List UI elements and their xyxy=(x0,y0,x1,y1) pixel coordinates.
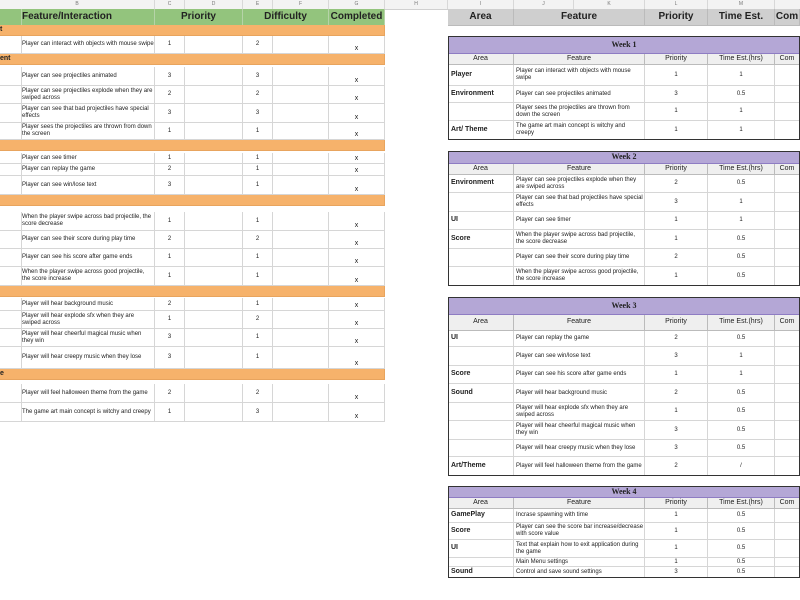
blank-cell[interactable] xyxy=(273,123,329,140)
blank-cell[interactable] xyxy=(185,267,243,286)
completed-cell[interactable]: x xyxy=(329,298,385,311)
area-cell[interactable]: Player xyxy=(448,65,514,86)
feature-cell[interactable]: Player can interact with objects with mouse swipe xyxy=(514,65,645,86)
blank-cell[interactable] xyxy=(185,67,243,86)
completed-cell[interactable]: x xyxy=(329,176,385,195)
week-title[interactable]: Week 2 xyxy=(448,151,800,164)
area-cell[interactable]: Score xyxy=(448,230,514,249)
difficulty-cell[interactable]: 2 xyxy=(243,384,273,403)
week-subheader-area[interactable]: Area xyxy=(448,164,514,175)
priority-cell[interactable]: 3 xyxy=(155,104,185,123)
priority-cell[interactable]: 1 xyxy=(155,267,185,286)
completed-cell[interactable]: x xyxy=(329,347,385,369)
feature-cell[interactable]: Player will hear cheerful magical music when they win xyxy=(22,329,155,347)
blank-cell[interactable] xyxy=(185,164,243,176)
blank-cell[interactable] xyxy=(273,67,329,86)
priority-cell[interactable]: 2 xyxy=(645,384,708,403)
time-cell[interactable]: 1 xyxy=(708,65,775,86)
row-gutter[interactable] xyxy=(0,384,22,403)
priority-cell[interactable]: 3 xyxy=(645,440,708,457)
right-header-time[interactable]: Time Est. xyxy=(708,9,775,26)
row-gutter[interactable] xyxy=(0,298,22,311)
week-subheader-completed[interactable]: Com xyxy=(775,164,800,175)
priority-cell[interactable]: 1 xyxy=(155,36,185,54)
priority-cell[interactable]: 3 xyxy=(645,567,708,578)
header-completed[interactable]: Completed xyxy=(329,9,385,26)
feature-cell[interactable]: Control and save sound settings xyxy=(514,567,645,578)
area-cell[interactable]: Art/Theme xyxy=(448,457,514,476)
week-table-border xyxy=(448,36,800,140)
difficulty-cell[interactable]: 1 xyxy=(243,123,273,140)
feature-cell[interactable]: Player will feel halloween theme from the game xyxy=(22,384,155,403)
column-letter[interactable]: F xyxy=(273,0,329,9)
feature-cell[interactable]: Player can see projectiles animated xyxy=(514,86,645,103)
priority-cell[interactable]: 1 xyxy=(155,153,185,164)
blank-cell[interactable] xyxy=(185,86,243,104)
blank-cell[interactable] xyxy=(273,36,329,54)
difficulty-cell[interactable]: 1 xyxy=(243,267,273,286)
area-cell[interactable]: Environment xyxy=(448,175,514,193)
feature-cell[interactable]: Player can interact with objects with mouse swipe xyxy=(22,36,155,54)
row-gutter[interactable] xyxy=(0,104,22,123)
blank-cell[interactable] xyxy=(273,403,329,422)
time-cell[interactable]: 1 xyxy=(708,366,775,384)
priority-cell[interactable]: 3 xyxy=(645,86,708,103)
blank-cell[interactable] xyxy=(273,298,329,311)
priority-cell[interactable]: 3 xyxy=(155,329,185,347)
time-cell[interactable]: / xyxy=(708,457,775,476)
section-band[interactable] xyxy=(0,195,385,206)
blank-cell[interactable] xyxy=(185,329,243,347)
blank-cell[interactable] xyxy=(273,176,329,195)
difficulty-cell[interactable]: 1 xyxy=(243,153,273,164)
difficulty-cell[interactable]: 1 xyxy=(243,164,273,176)
area-cell[interactable]: Sound xyxy=(448,567,514,578)
completed-cell[interactable]: x xyxy=(329,403,385,422)
feature-cell[interactable]: Player can see that bad projectiles have special effects xyxy=(22,104,155,123)
feature-cell[interactable]: When the player swipe across bad projectile, the score decrease xyxy=(514,230,645,249)
priority-cell[interactable]: 1 xyxy=(645,65,708,86)
feature-cell[interactable]: Main Menu settings xyxy=(514,558,645,567)
completed-cell[interactable]: x xyxy=(329,212,385,231)
priority-cell[interactable]: 3 xyxy=(645,193,708,212)
time-cell[interactable]: 1 xyxy=(708,103,775,121)
feature-cell[interactable]: Player can see that bad projectiles have special effects xyxy=(514,193,645,212)
row-gutter[interactable] xyxy=(0,153,22,164)
section-band[interactable] xyxy=(0,140,385,151)
priority-cell[interactable]: 1 xyxy=(645,558,708,567)
completed-cell[interactable]: x xyxy=(329,329,385,347)
completed-cell[interactable]: x xyxy=(329,86,385,104)
feature-cell[interactable]: Player can see projectiles animated xyxy=(22,67,155,86)
column-letter[interactable]: M xyxy=(708,0,775,9)
blank-cell[interactable] xyxy=(185,347,243,369)
priority-cell[interactable]: 1 xyxy=(645,523,708,540)
header-feature[interactable]: Feature/Interaction xyxy=(22,9,155,26)
blank-cell[interactable] xyxy=(185,153,243,164)
feature-cell[interactable]: Player will hear background music xyxy=(22,298,155,311)
blank-cell[interactable] xyxy=(185,403,243,422)
priority-cell[interactable]: 2 xyxy=(155,231,185,249)
right-header-completed[interactable]: Com xyxy=(775,9,800,26)
area-cell[interactable]: UI xyxy=(448,331,514,347)
section-band[interactable]: ent xyxy=(0,54,385,65)
blank-cell[interactable] xyxy=(273,311,329,329)
week-subheader-area[interactable]: Area xyxy=(448,54,514,65)
area-cell[interactable]: UI xyxy=(448,540,514,558)
area-cell[interactable]: GamePlay xyxy=(448,509,514,523)
feature-cell[interactable]: Player sees the projectiles are thrown from down the screen xyxy=(22,123,155,140)
feature-cell[interactable]: When the player swipe across good projectile, the score increase xyxy=(22,267,155,286)
difficulty-cell[interactable]: 1 xyxy=(243,176,273,195)
week-subheader-feature[interactable]: Feature xyxy=(514,54,645,65)
difficulty-cell[interactable]: 3 xyxy=(243,67,273,86)
week-title[interactable]: Week 1 xyxy=(448,36,800,54)
completed-cell[interactable]: x xyxy=(329,123,385,140)
blank-cell[interactable] xyxy=(185,249,243,267)
blank-cell[interactable] xyxy=(273,153,329,164)
priority-cell[interactable]: 1 xyxy=(155,123,185,140)
section-band[interactable] xyxy=(0,286,385,297)
blank-cell[interactable] xyxy=(185,311,243,329)
feature-cell[interactable]: Player can see his score after game ends xyxy=(22,249,155,267)
week-table-border xyxy=(448,151,800,286)
row-gutter[interactable] xyxy=(0,36,22,54)
row-gutter[interactable] xyxy=(0,164,22,176)
row-gutter[interactable] xyxy=(0,329,22,347)
blank-cell[interactable] xyxy=(273,249,329,267)
week-subheader-priority[interactable]: Priority xyxy=(645,54,708,65)
priority-cell[interactable]: 3 xyxy=(155,176,185,195)
week-subheader-completed[interactable]: Com xyxy=(775,498,800,509)
feature-cell[interactable]: Incrase spawning with time xyxy=(514,509,645,523)
feature-cell[interactable]: Player can see timer xyxy=(22,153,155,164)
header-blank[interactable] xyxy=(0,9,22,26)
difficulty-cell[interactable]: 1 xyxy=(243,212,273,231)
completed-cell[interactable]: x xyxy=(329,36,385,54)
time-cell[interactable]: 0.5 xyxy=(708,509,775,523)
column-letter[interactable]: L xyxy=(645,0,708,9)
blank-cell[interactable] xyxy=(273,347,329,369)
feature-cell[interactable]: Player can replay the game xyxy=(514,331,645,347)
priority-cell[interactable]: 1 xyxy=(155,212,185,231)
blank-cell[interactable] xyxy=(273,104,329,123)
time-cell[interactable]: 0.5 xyxy=(708,249,775,267)
time-cell[interactable]: 0.5 xyxy=(708,175,775,193)
time-cell[interactable]: 0.5 xyxy=(708,267,775,286)
completed-cell[interactable]: x xyxy=(329,249,385,267)
completed-cell[interactable]: x xyxy=(329,231,385,249)
week-subheader-time[interactable]: Time Est.(hrs) xyxy=(708,315,775,331)
priority-cell[interactable]: 1 xyxy=(645,230,708,249)
row-gutter[interactable] xyxy=(0,123,22,140)
week-subheader-feature[interactable]: Feature xyxy=(514,164,645,175)
priority-cell[interactable]: 3 xyxy=(155,347,185,369)
feature-cell[interactable]: Text that explain how to exit application during the game xyxy=(514,540,645,558)
blank-cell[interactable] xyxy=(273,267,329,286)
completed-cell[interactable]: x xyxy=(329,311,385,329)
area-cell[interactable]: Art/ Theme xyxy=(448,121,514,140)
area-cell[interactable]: Score xyxy=(448,366,514,384)
week-subheader-feature[interactable]: Feature xyxy=(514,315,645,331)
priority-cell[interactable]: 1 xyxy=(645,403,708,421)
blank-cell[interactable] xyxy=(185,104,243,123)
blank-cell[interactable] xyxy=(185,176,243,195)
blank-cell[interactable] xyxy=(273,329,329,347)
difficulty-cell[interactable]: 1 xyxy=(243,249,273,267)
completed-cell[interactable]: x xyxy=(329,164,385,176)
row-gutter[interactable] xyxy=(0,212,22,231)
column-letter[interactable]: E xyxy=(243,0,273,9)
week-subheader-priority[interactable]: Priority xyxy=(645,498,708,509)
week-subheader-priority[interactable]: Priority xyxy=(645,315,708,331)
feature-cell[interactable]: Player can see the score bar increase/decrease with score value xyxy=(514,523,645,540)
column-letter[interactable]: J xyxy=(514,0,574,9)
section-band[interactable]: t xyxy=(0,25,385,36)
section-band[interactable]: e xyxy=(0,369,385,380)
feature-cell[interactable]: Player can see win/lose text xyxy=(22,176,155,195)
priority-cell[interactable]: 1 xyxy=(155,403,185,422)
row-gutter[interactable] xyxy=(0,67,22,86)
blank-cell[interactable] xyxy=(185,36,243,54)
feature-cell[interactable]: Player will hear cheerful magical music when they win xyxy=(514,421,645,440)
week-subheader-area[interactable]: Area xyxy=(448,498,514,509)
priority-cell[interactable]: 3 xyxy=(155,67,185,86)
week-title[interactable]: Week 4 xyxy=(448,486,800,498)
priority-cell[interactable]: 2 xyxy=(155,164,185,176)
time-cell[interactable]: 1 xyxy=(708,212,775,230)
feature-cell[interactable]: The game art main concept is witchy and creepy xyxy=(514,121,645,140)
week-subheader-time[interactable]: Time Est.(hrs) xyxy=(708,164,775,175)
feature-cell[interactable]: Player can see their score during play time xyxy=(514,249,645,267)
difficulty-cell[interactable]: 1 xyxy=(243,347,273,369)
feature-cell[interactable]: Player can see win/lose text xyxy=(514,347,645,366)
week-subheader-feature[interactable]: Feature xyxy=(514,498,645,509)
priority-cell[interactable]: 3 xyxy=(645,347,708,366)
time-cell[interactable]: 0.5 xyxy=(708,86,775,103)
difficulty-cell[interactable]: 1 xyxy=(243,329,273,347)
row-gutter[interactable] xyxy=(0,403,22,422)
feature-cell[interactable]: Player can replay the game xyxy=(22,164,155,176)
column-letter[interactable]: I xyxy=(448,0,514,9)
time-cell[interactable]: 1 xyxy=(708,193,775,212)
priority-cell[interactable]: 2 xyxy=(645,331,708,347)
difficulty-cell[interactable]: 3 xyxy=(243,403,273,422)
completed-cell[interactable]: x xyxy=(329,104,385,123)
area-cell[interactable]: Sound xyxy=(448,384,514,403)
column-letter[interactable]: C xyxy=(155,0,185,9)
feature-cell[interactable]: Player will hear creepy music when they lose xyxy=(514,440,645,457)
feature-cell[interactable]: Player will feel halloween theme from the game xyxy=(514,457,645,476)
blank-cell[interactable] xyxy=(273,164,329,176)
right-header-priority[interactable]: Priority xyxy=(645,9,708,26)
blank-cell[interactable] xyxy=(185,298,243,311)
difficulty-cell[interactable]: 2 xyxy=(243,36,273,54)
feature-cell[interactable]: When the player swipe across good projectile, the score increase xyxy=(514,267,645,286)
row-gutter[interactable] xyxy=(0,86,22,104)
time-cell[interactable]: 0.5 xyxy=(708,567,775,578)
completed-cell[interactable]: x xyxy=(329,267,385,286)
priority-cell[interactable]: 1 xyxy=(155,249,185,267)
time-cell[interactable]: 0.5 xyxy=(708,421,775,440)
row-gutter[interactable] xyxy=(0,249,22,267)
difficulty-cell[interactable]: 2 xyxy=(243,231,273,249)
time-cell[interactable]: 0.5 xyxy=(708,403,775,421)
time-cell[interactable]: 0.5 xyxy=(708,230,775,249)
row-gutter[interactable] xyxy=(0,311,22,329)
area-cell[interactable]: Environment xyxy=(448,86,514,103)
feature-cell[interactable]: Player can see projectiles explode when they are swiped across xyxy=(514,175,645,193)
completed-cell[interactable]: x xyxy=(329,67,385,86)
header-priority[interactable]: Priority xyxy=(155,9,243,26)
priority-cell[interactable]: 1 xyxy=(645,509,708,523)
priority-cell[interactable]: 1 xyxy=(645,212,708,230)
right-header-feature[interactable]: Feature xyxy=(514,9,645,26)
blank-cell[interactable] xyxy=(185,231,243,249)
difficulty-cell[interactable]: 1 xyxy=(243,298,273,311)
time-cell[interactable]: 0.5 xyxy=(708,540,775,558)
feature-cell[interactable]: The game art main concept is witchy and creepy xyxy=(22,403,155,422)
feature-cell[interactable]: Player will hear background music xyxy=(514,384,645,403)
feature-cell[interactable]: Player will hear explode sfx when they are swiped across xyxy=(514,403,645,421)
blank-cell[interactable] xyxy=(273,231,329,249)
priority-cell[interactable]: 2 xyxy=(155,384,185,403)
blank-cell[interactable] xyxy=(273,212,329,231)
column-letter[interactable]: K xyxy=(574,0,645,9)
column-letter[interactable]: D xyxy=(185,0,243,9)
week-table-border xyxy=(448,297,800,476)
row-gutter[interactable] xyxy=(0,347,22,369)
row-gutter[interactable] xyxy=(0,176,22,195)
feature-cell[interactable]: Player will hear creepy music when they lose xyxy=(22,347,155,369)
week-subheader-completed[interactable]: Com xyxy=(775,54,800,65)
week-subheader-area[interactable]: Area xyxy=(448,315,514,331)
feature-cell[interactable]: Player can see his score after game ends xyxy=(514,366,645,384)
feature-cell[interactable]: Player will hear explode sfx when they are swiped across xyxy=(22,311,155,329)
column-letter[interactable]: G xyxy=(329,0,385,9)
week-subheader-time[interactable]: Time Est.(hrs) xyxy=(708,54,775,65)
area-cell[interactable]: Score xyxy=(448,523,514,540)
row-gutter[interactable] xyxy=(0,231,22,249)
time-cell[interactable]: 1 xyxy=(708,347,775,366)
time-cell[interactable]: 1 xyxy=(708,121,775,140)
time-cell[interactable]: 0.5 xyxy=(708,384,775,403)
priority-cell[interactable]: 2 xyxy=(155,298,185,311)
completed-cell[interactable]: x xyxy=(329,384,385,403)
priority-cell[interactable]: 3 xyxy=(645,421,708,440)
feature-cell[interactable]: Player can see their score during play time xyxy=(22,231,155,249)
priority-cell[interactable]: 1 xyxy=(645,121,708,140)
area-cell[interactable]: UI xyxy=(448,212,514,230)
completed-cell[interactable]: x xyxy=(329,153,385,164)
feature-cell[interactable]: Player sees the projectiles are thrown from down the screen xyxy=(514,103,645,121)
priority-cell[interactable]: 2 xyxy=(645,175,708,193)
difficulty-cell[interactable]: 2 xyxy=(243,86,273,104)
time-cell[interactable]: 0.5 xyxy=(708,558,775,567)
time-cell[interactable]: 0.5 xyxy=(708,331,775,347)
priority-cell[interactable]: 1 xyxy=(155,311,185,329)
difficulty-cell[interactable]: 2 xyxy=(243,311,273,329)
time-cell[interactable]: 0.5 xyxy=(708,440,775,457)
right-header-area[interactable]: Area xyxy=(448,9,514,26)
feature-cell[interactable]: When the player swipe across bad projectile, the score decrease xyxy=(22,212,155,231)
priority-cell[interactable]: 2 xyxy=(645,457,708,476)
priority-cell[interactable]: 1 xyxy=(645,366,708,384)
week-subheader-priority[interactable]: Priority xyxy=(645,164,708,175)
feature-cell[interactable]: Player can see projectiles explode when they are swiped across xyxy=(22,86,155,104)
week-title[interactable]: Week 3 xyxy=(448,297,800,315)
priority-cell[interactable]: 2 xyxy=(155,86,185,104)
column-letter[interactable]: H xyxy=(385,0,448,9)
priority-cell[interactable]: 1 xyxy=(645,540,708,558)
week-table-border xyxy=(448,486,800,578)
priority-cell[interactable]: 1 xyxy=(645,267,708,286)
week-subheader-time[interactable]: Time Est.(hrs) xyxy=(708,498,775,509)
priority-cell[interactable]: 1 xyxy=(645,103,708,121)
row-gutter[interactable] xyxy=(0,267,22,286)
blank-cell[interactable] xyxy=(273,384,329,403)
week-subheader-completed[interactable]: Com xyxy=(775,315,800,331)
header-difficulty[interactable]: Difficulty xyxy=(243,9,329,26)
blank-cell[interactable] xyxy=(185,123,243,140)
priority-cell[interactable]: 2 xyxy=(645,249,708,267)
difficulty-cell[interactable]: 3 xyxy=(243,104,273,123)
column-letter[interactable]: B xyxy=(0,0,155,9)
blank-cell[interactable] xyxy=(273,86,329,104)
blank-cell[interactable] xyxy=(185,212,243,231)
time-cell[interactable]: 0.5 xyxy=(708,523,775,540)
feature-cell[interactable]: Player can see timer xyxy=(514,212,645,230)
blank-cell[interactable] xyxy=(185,384,243,403)
